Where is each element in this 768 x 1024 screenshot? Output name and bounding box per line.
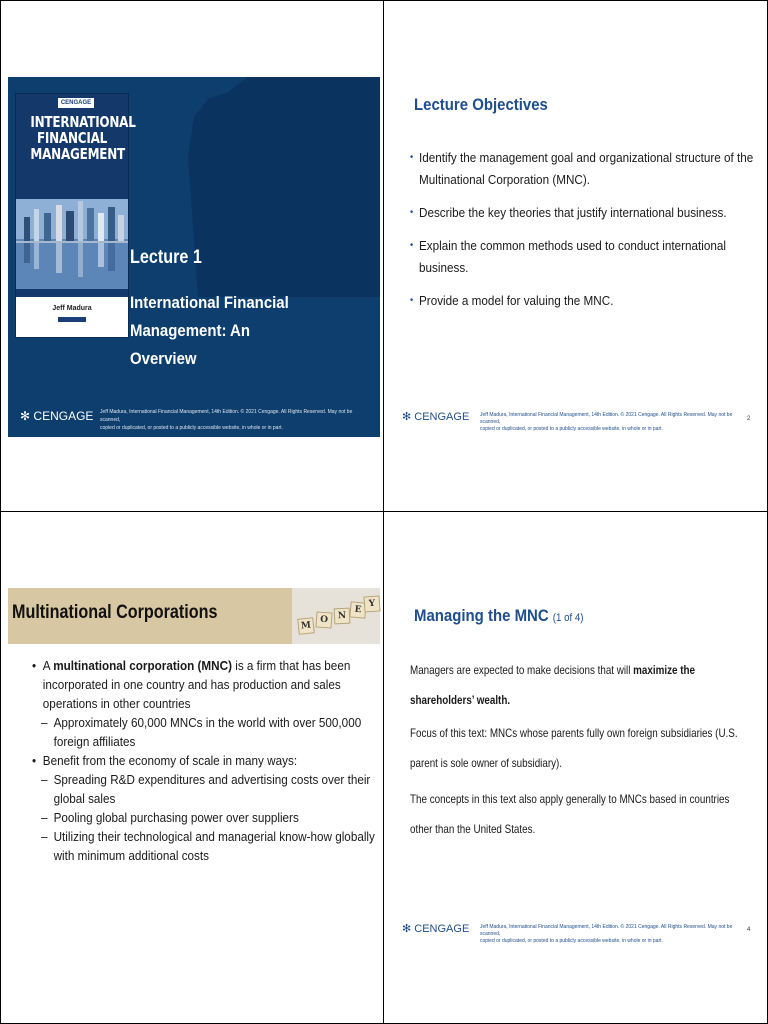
letter-tile: O — [315, 611, 332, 628]
letter-tile: Y — [363, 595, 380, 612]
slide-4 — [392, 588, 764, 948]
letter-tile: E — [349, 601, 366, 618]
book-title-line: INTERNATIONAL — [30, 113, 136, 131]
copyright-line: Jeff Madura, International Financial Management, 14th Edition. © 2021 Cengage. All Rights Reserved. May not be scanned, — [100, 409, 353, 423]
slide-title-sub: (1 of 4) — [552, 612, 584, 624]
book-author-panel — [16, 297, 128, 337]
sub-bullet-item: – Approximately 60,000 MNCs in the world with over 500,000 foreign affiliates — [32, 713, 378, 751]
copyright-line: Jeff Madura, International Financial Management, 14th Edition. © 2021 Cengage. All Rights Reserved. May not be scanned, — [480, 412, 733, 425]
horizontal-divider — [0, 511, 768, 512]
copyright-notice — [100, 408, 372, 432]
copyright-line: copied or duplicated, or posted to a publicly accessible website, in whole or in part. — [100, 425, 283, 431]
subtitle-line: Management: An Overview — [130, 321, 250, 368]
sub-bullet-item: – Pooling global purchasing power over suppliers — [32, 808, 378, 827]
lecture-subtitle — [130, 289, 306, 373]
slide-1 — [8, 77, 380, 437]
cengage-logo — [402, 922, 469, 935]
money-tiles-image — [292, 588, 380, 644]
page-number: 4 — [747, 927, 751, 933]
sub-bullet-item: – Spreading R&D expenditures and advertising costs over their global sales — [32, 770, 378, 808]
book-title — [20, 113, 136, 163]
bullet-item: • Benefit from the economy of scale in many ways: — [32, 751, 376, 770]
slide-title: Multinational Corporations — [12, 602, 218, 623]
copyright-line: Jeff Madura, International Financial Management, 14th Edition. © 2021 Cengage. All Rights Reserved. May not be scanned, — [480, 924, 733, 937]
paragraph: The concepts in this text also apply generally to MNCs based in countries other than the United States. — [410, 792, 730, 836]
cengage-logo-icon: ✻ — [20, 409, 31, 423]
paragraph — [410, 655, 738, 715]
slide-title-text: Managing the MNC — [414, 606, 549, 625]
edition-badge — [58, 317, 86, 322]
letter-tile: M — [297, 617, 315, 635]
copyright-notice — [480, 412, 742, 433]
lecture-number: Lecture 1 — [130, 247, 202, 268]
cengage-logo-text: CENGAGE — [414, 411, 470, 423]
cengage-logo — [402, 410, 469, 423]
slide-title — [414, 606, 583, 626]
slide-content — [32, 656, 375, 865]
book-cover — [15, 93, 136, 338]
objectives-list — [410, 147, 754, 323]
slide-3 — [8, 588, 380, 948]
slide-title: Lecture Objectives — [414, 95, 548, 114]
bullet-text: A — [42, 658, 54, 673]
list-item: • Identify the management goal and organizational structure of the Multinational Corporation (MNC). — [410, 147, 761, 191]
list-item: • Describe the key theories that justify international business. — [410, 202, 761, 224]
book-author: Jeff Madura — [52, 305, 92, 312]
bullet-item — [32, 656, 376, 713]
vertical-divider — [383, 0, 384, 1024]
paragraph-text: Managers are expected to make decisions that will — [410, 663, 634, 677]
book-title-line: MANAGEMENT — [30, 145, 125, 163]
letter-tile: N — [334, 608, 351, 625]
cengage-logo-text: CENGAGE — [414, 923, 470, 935]
page-number: 2 — [747, 416, 751, 422]
copyright-line: copied or duplicated, or posted to a publicly accessible website, in whole or in part. — [480, 426, 663, 432]
list-item: • Explain the common methods used to conduct international business. — [410, 235, 761, 279]
list-item: • Provide a model for valuing the MNC. — [410, 290, 761, 312]
copyright-notice — [480, 924, 742, 945]
book-title-line: FINANCIAL — [36, 129, 108, 147]
cengage-logo — [20, 409, 93, 423]
sub-bullet-item: – Utilizing their technological and managerial know-how globally with minimum additional costs — [32, 827, 378, 865]
bullet-bold: multinational corporation (MNC) — [53, 658, 232, 673]
skyline-image — [16, 199, 128, 289]
bullet-text: is a firm that has been incorporated in one country and has production and sales operations in other countries — [42, 658, 351, 711]
book-badge: CENGAGE — [58, 98, 94, 108]
paragraph-bold: maximize the shareholders’ wealth. — [410, 663, 695, 707]
slide-2 — [392, 77, 764, 437]
cengage-logo-icon: ✻ — [402, 923, 412, 935]
subtitle-line: International Financial — [130, 293, 289, 312]
paragraph: Focus of this text: MNCs whose parents fully own foreign subsidiaries (U.S. parent is sole owner of subsidiary). — [410, 726, 738, 770]
copyright-line: copied or duplicated, or posted to a publicly accessible website, in whole or in part. — [480, 938, 663, 944]
cengage-logo-icon: ✻ — [402, 411, 412, 423]
cengage-logo-text: CENGAGE — [33, 409, 94, 423]
